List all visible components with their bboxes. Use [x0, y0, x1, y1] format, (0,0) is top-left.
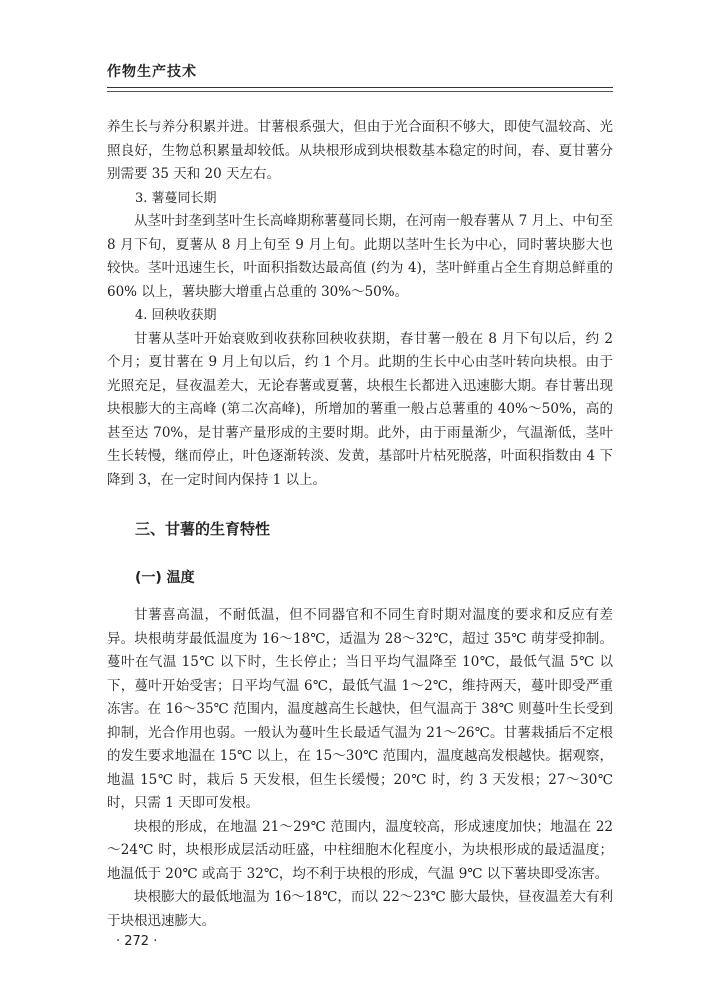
subsection-title-temperature: (一) 温度 [135, 570, 195, 586]
running-header-title: 作物生产技术 [107, 64, 197, 80]
header-rule-thin [107, 91, 613, 92]
paragraph-temperature-1: 甘薯喜高温，不耐低温，但不同器官和不同生育时期对温度的要求和反应有差异。块根萌芽最低温度为 16～18℃，适温为 28～32℃，超过 35℃ 萌芽受抑制。蔓叶在气温 15℃ 以下时，生长停止；当日平均气温降至 10℃，最低气温 5℃ 以下，蔓叶开始受害；日平均气温 6℃，最低气温 1～2℃，维持两天，蔓叶即受严重冻害。在 16～35℃ 范围内，温度越高生长越快，但气温高于 38℃ 则蔓叶生长受到抑制，光合作用也弱。一般认为蔓叶生长最适气温为 21～26℃。甘薯栽插后不定根的发生要求地温在 15℃ 以上，在 15～30℃ 范围内，温度越高发根越快。据观察，地温 15℃ 时，栽后 5 天发根，但生长缓慢；20℃ 时，约 3 天发根；27～30℃ 时，只需 1 天即可发根。 [107, 607, 613, 811]
paragraph-temperature-2: 块根的形成，在地温 21～29℃ 范围内，温度较高，形成速度加快；地温在 22～24℃ 时，块根形成层活动旺盛，中柱细胞木化程度小，为块根形成的最适温度；地温低于 20℃ 或高于 32℃，均不利于块根的形成，气温 9℃ 以下薯块即受冻害。 [107, 818, 613, 882]
page-body [107, 116, 613, 933]
subheading-stage-4: 4. 回秧收获期 [135, 308, 217, 323]
section-title: 三、甘薯的生育特性 [135, 520, 271, 538]
paragraph-stage-4: 甘薯从茎叶开始衰败到收获称回秧收获期，春甘薯一般在 8 月下旬以后，约 2 个月；夏甘薯在 9 月上旬以后，约 1 个月。此期的生长中心由茎叶转向块根。由于光照充足，昼夜温差大，无论春薯或夏薯，块根生长都进入迅速膨大期。春甘薯出现块根膨大的主高峰 (第二次高峰)，所增加的薯重一般占总薯重的 40%～50%，高的甚至达 70%，是甘薯产量形成的主要时期。此外，由于雨量渐少，气温渐低，茎叶生长转慢，继而停止，叶色逐渐转淡、发黄，基部叶片枯死脱落，叶面积指数由 4 下降到 3，在一定时间内保持 1 以上。 [107, 330, 613, 488]
paragraph-continuation: 养生长与养分积累并进。甘薯根系强大，但由于光合面积不够大，即使气温较高、光照良好，生物总积累量却较低。从块根形成到块根数基本稳定的时间，春、夏甘薯分别需要 35 天和 20 天左右。 [107, 119, 613, 182]
page-number: · 272 · [116, 934, 158, 949]
header-rule [107, 87, 613, 88]
paragraph-stage-3: 从茎叶封垄到茎叶生长高峰期称薯蔓同长期，在河南一般春薯从 7 月上、中旬至 8 月下旬，夏薯从 8 月上旬至 9 月上旬。此期以茎叶生长为中心，同时薯块膨大也较快。茎叶迅速生长，叶面积指数达最高值 (约为 4)，茎叶鲜重占全生育期总鲜重的 60% 以上，薯块膨大增重占总重的 30%～50%。 [107, 213, 613, 300]
subheading-stage-3: 3. 薯蔓同长期 [135, 190, 217, 206]
paragraph-temperature-3: 块根膨大的最低地温为 16～18℃，而以 22～23℃ 膨大最快，昼夜温差大有利于块根迅速膨大。 [107, 889, 613, 929]
